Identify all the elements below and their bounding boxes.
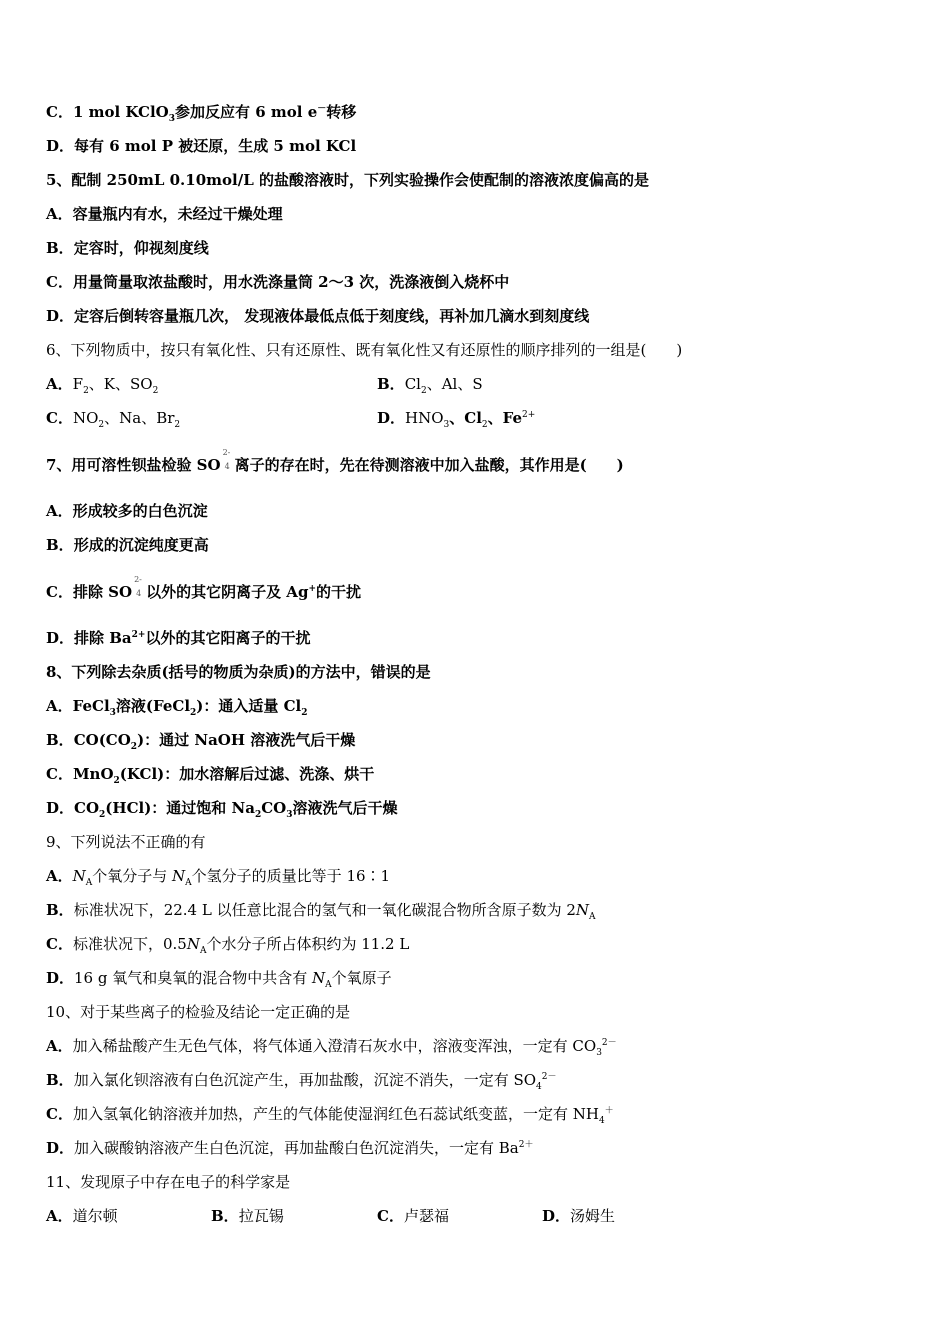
q6-stem: 6、下列物质中，按只有氧化性、只有还原性、既有氧化性又有还原性的顺序排列的一组是( ) — [46, 341, 683, 359]
q7-option-a: A．形成较多的白色沉淀 — [46, 502, 208, 520]
q9-stem: 9、下列说法不正确的有 — [46, 833, 206, 851]
q7-option-c: C．排除 SO 2- 4 以外的其它阴离子及 Ag+的干扰 — [46, 575, 361, 601]
q4-option-c: C．1 mol KClO$_3$参加反应有 6 mol e－转移 — [46, 103, 357, 124]
q5-option-a: A．容量瓶内有水，未经过干燥处理 — [46, 205, 283, 223]
q10-option-b: B．加入氯化钡溶液有白色沉淀产生，再加盐酸，沉淀不消失，一定有 $SO_4^{2-}$ — [46, 1071, 557, 1092]
q11-option-d: D．汤姆生 — [542, 1207, 616, 1225]
q10-option-c: C．加入氢氧化钠溶液并加热，产生的气体能使湿润红色石蕊试纸变蓝，一定有 $NH_4^+$ — [46, 1105, 614, 1126]
q6-option-a: A．$F_2$、K、$SO_2$ — [46, 375, 159, 396]
q11-stem: 11、发现原子中存在电子的科学家是 — [46, 1173, 291, 1191]
q9-option-a: A．$N_A$个氧分子与 $N_A$个氢分子的质量比等于 16∶1 — [46, 867, 391, 888]
q6-option-c: C．$NO_2$、Na、$Br_2$ — [46, 409, 181, 430]
q6-option-b: B．$Cl_2$、Al、S — [377, 375, 483, 396]
q5-option-c: C．用量筒量取浓盐酸时，用水洗涤量筒 2～3 次，洗涤液倒入烧杯中 — [46, 273, 510, 291]
q11-option-b: B．拉瓦锡 — [211, 1207, 284, 1225]
q8-option-a: A．FeCl$_3$溶液(FeCl$_2$)：通入适量 $Cl_2$ — [46, 697, 308, 718]
q7-option-d: D．排除 $Ba^{2+}$以外的其它阳离子的干扰 — [46, 629, 311, 647]
q8-option-d: D．$CO_2(HCl)$：通过饱和 $Na_2CO_3$溶液洗气后干燥 — [46, 799, 398, 820]
sulfate-ion-marker: 2- 4 — [134, 575, 142, 598]
q8-stem: 8、下列除去杂质(括号的物质为杂质)的方法中，错误的是 — [46, 663, 431, 681]
q6-option-d: D．$HNO_3$、$Cl_2$、$Fe^{2+}$ — [377, 409, 536, 430]
q9-option-d: D．16 g 氧气和臭氧的混合物中共含有 $N_A$个氧原子 — [46, 969, 392, 990]
q11-option-a: A．道尔顿 — [46, 1207, 118, 1225]
q10-option-d: D．加入碳酸钠溶液产生白色沉淀，再加盐酸白色沉淀消失，一定有 $Ba^{2+}$ — [46, 1139, 534, 1157]
q10-option-a: A．加入稀盐酸产生无色气体，将气体通入澄清石灰水中，溶液变浑浊，一定有 $CO_3^{2-}$ — [46, 1037, 617, 1058]
q5-option-b: B．定容时，仰视刻度线 — [46, 239, 209, 257]
q8-option-c: C．MnO$_2$(KCl)：加水溶解后过滤、洗涤、烘干 — [46, 765, 375, 786]
q8-option-b: B．$CO(CO_2)$：通过 NaOH 溶液洗气后干燥 — [46, 731, 356, 752]
sulfate-ion-marker: 2- 4 — [222, 448, 231, 471]
q5-option-d: D．定容后倒转容量瓶几次， 发现液体最低点低于刻度线，再补加几滴水到刻度线 — [46, 307, 590, 325]
q7-stem: 7、用可溶性钡盐检验 SO 2- 4 离子的存在时，先在待测溶液中加入盐酸，其作用是( ) — [46, 448, 624, 474]
q9-option-b: B．标准状况下，22.4 L 以任意比混合的氢气和一氧化碳混合物所含原子数为 $2N_A$ — [46, 901, 596, 922]
q7-option-b: B．形成的沉淀纯度更高 — [46, 536, 209, 554]
q4-option-d: D．每有 6 mol P 被还原，生成 5 mol KCl — [46, 137, 357, 155]
q11-option-c: C．卢瑟福 — [377, 1207, 449, 1225]
q9-option-c: C．标准状况下，$0.5N_A$个水分子所占体积约为 11.2 L — [46, 935, 410, 956]
q10-stem: 10、对于某些离子的检验及结论一定正确的是 — [46, 1003, 351, 1021]
q5-stem: 5、配制 250mL 0.10mol/L 的盐酸溶液时，下列实验操作会使配制的溶液浓度偏高的是 — [46, 171, 649, 189]
